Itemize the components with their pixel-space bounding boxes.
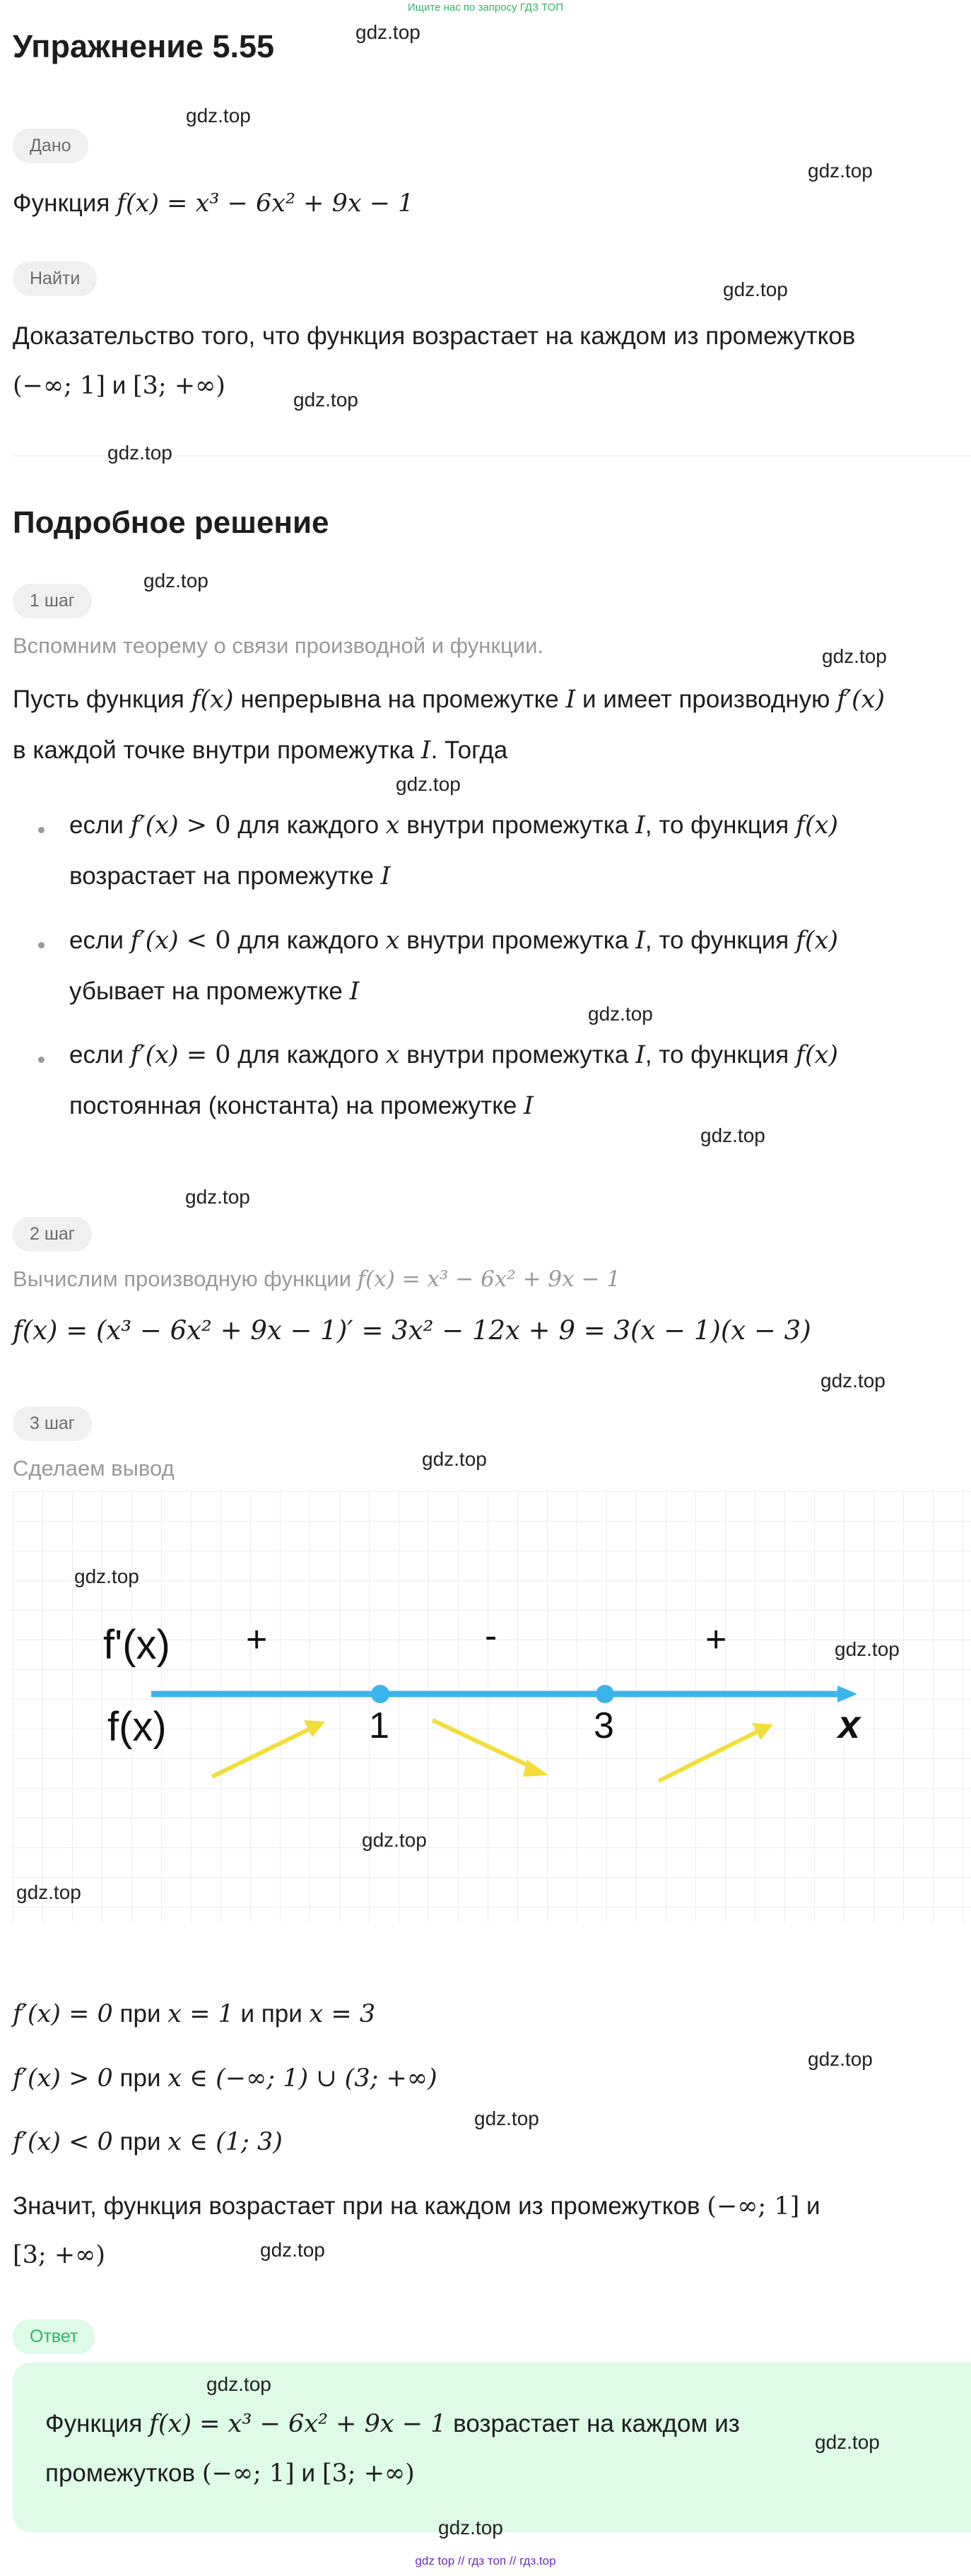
bullet1-line2 <box>69 864 391 889</box>
conclusion-final-line2: [3; +∞) <box>13 2241 105 2269</box>
arrowhead-decreasing <box>523 1760 548 1777</box>
watermark: gdz.top <box>820 1370 885 1392</box>
b3-I2: I <box>524 1092 534 1120</box>
b2-rel: < 0 <box>178 927 231 955</box>
s1-p1c: и имеет производную <box>575 686 837 713</box>
concl-a: Значит, функция возрастает при на каждом из промежутков <box>13 2192 707 2220</box>
ans-formula: f(x) = x³ − 6x² + 9x − 1 <box>149 2410 447 2438</box>
b3-l2: постоянная (константа) на промежутке <box>69 1092 524 1119</box>
b3-c: внутри промежутка <box>399 1041 636 1069</box>
conclusion-final-line1 <box>13 2194 820 2219</box>
ans-c: промежутков <box>45 2459 202 2487</box>
point-3 <box>596 1685 614 1703</box>
sign-plus-left: + <box>246 1619 268 1660</box>
concl-and: и <box>799 2192 820 2220</box>
s1-fpx: f′(x) <box>837 686 885 714</box>
ans-and: и <box>294 2459 322 2487</box>
bullet-dot <box>38 1057 45 1063</box>
b3-fpx: f′(x) <box>130 1041 179 1069</box>
s2-intro-formula: f(x) = x³ − 6x² + 9x − 1 <box>357 1266 621 1292</box>
arrow-increasing-right <box>659 1730 760 1781</box>
given-prefix: Функция <box>13 189 117 217</box>
watermark: gdz.top <box>438 2517 503 2539</box>
watermark: gdz.top <box>185 1186 250 1208</box>
bullet3-line1 <box>69 1042 838 1068</box>
solution-title: Подробное решение <box>13 505 329 540</box>
b2-fx: f(x) <box>795 927 838 955</box>
watermark: gdz.top <box>588 1003 653 1025</box>
step2-formula: f(x) = (x³ − 6x² + 9x − 1)′ = 3x² − 12x + 9 = 3(x − 1)(x − 3) <box>13 1315 811 1346</box>
b1-a: если <box>69 811 131 839</box>
watermark: gdz.top <box>822 645 887 667</box>
sign-chart <box>13 1491 971 1922</box>
watermark: gdz.top <box>474 2107 539 2129</box>
ans-b: возрастает на каждом из <box>446 2410 740 2437</box>
bullet-dot <box>38 827 45 833</box>
given-pill: Дано <box>13 129 88 163</box>
b1-l2: возрастает на промежутке <box>69 862 381 890</box>
step1-para-line2 <box>13 738 507 763</box>
watermark: gdz.top <box>260 2239 325 2261</box>
watermark: gdz.top <box>808 160 873 182</box>
sign-chart-svg <box>13 1491 971 1922</box>
s1-I2: I <box>420 736 431 765</box>
axis-arrowhead <box>837 1686 857 1702</box>
b2-I2: I <box>349 977 360 1006</box>
b1-b: для каждого <box>230 811 386 839</box>
s1-p1a: Пусть функция <box>13 686 192 713</box>
b2-l2: убывает на промежутке <box>69 977 350 1005</box>
b3-fx: f(x) <box>795 1041 838 1069</box>
answer-pill: Ответ <box>13 2319 95 2354</box>
c3-set: x ∈ (1; 3) <box>167 2128 283 2156</box>
step3-pill: 3 шаг <box>13 1406 92 1441</box>
concl-i1: (−∞; 1] <box>707 2192 800 2221</box>
f-label: f(x) <box>107 1704 167 1750</box>
axis-label-x: x <box>838 1702 861 1746</box>
b3-rel: = 0 <box>178 1041 231 1069</box>
c3-a: при <box>112 2128 168 2156</box>
c3-formula: f′(x) < 0 <box>13 2128 113 2156</box>
b2-a: если <box>69 927 131 954</box>
conclusion-2 <box>13 2066 437 2091</box>
watermark: gdz.top <box>815 2431 880 2453</box>
top-banner: Ищите нас по запросу ГДЗ ТОП <box>407 1 564 13</box>
c2-a: при <box>112 2064 168 2092</box>
s1-p1b: непрерывна на промежутке <box>233 686 566 713</box>
point-label-1: 1 <box>369 1705 389 1746</box>
step1-intro: Вспомним теорему о связи производной и функции. <box>13 633 543 658</box>
bullet3-line2 <box>69 1093 534 1119</box>
watermark: gdz.top <box>206 2373 271 2395</box>
b2-c: внутри промежутка <box>399 927 636 954</box>
page-title: Упражнение 5.55 <box>13 28 275 64</box>
b2-fpx: f′(x) <box>130 927 179 955</box>
b3-d: , то функция <box>645 1041 796 1069</box>
watermark: gdz.top <box>107 442 172 464</box>
b3-x: x <box>385 1041 400 1069</box>
b1-fpx: f′(x) <box>130 811 179 840</box>
b1-d: , то функция <box>645 811 796 839</box>
b1-rel: > 0 <box>178 811 231 840</box>
find-pill: Найти <box>13 261 97 296</box>
bullet-dot <box>38 942 45 948</box>
point-1 <box>371 1685 389 1703</box>
watermark: gdz.top <box>143 570 208 592</box>
watermark: gdz.top <box>293 389 358 411</box>
watermark: gdz.top <box>355 21 420 43</box>
point-label-3: 3 <box>594 1705 614 1746</box>
s2-intro-text: Вычислим производную функции <box>13 1266 358 1291</box>
b2-x: x <box>385 927 400 955</box>
b3-a: если <box>69 1041 131 1069</box>
b2-d: , то функция <box>645 927 796 954</box>
arrow-decreasing <box>432 1720 536 1769</box>
ans-a: Функция <box>45 2410 150 2437</box>
watermark: gdz.top <box>723 278 788 300</box>
c1-a: при <box>112 2000 168 2028</box>
sign-minus: - <box>485 1616 498 1657</box>
watermark: gdz.top <box>422 1448 487 1470</box>
bullet2-line1 <box>69 928 838 953</box>
find-interval1: (−∞; 1] <box>13 372 105 400</box>
b1-I2: I <box>380 862 391 890</box>
c1-x2: x = 3 <box>309 2000 376 2028</box>
watermark: gdz.top <box>74 1565 139 1587</box>
watermark: gdz.top <box>700 1124 765 1146</box>
watermark: gdz.top <box>362 1829 427 1851</box>
trend-arrows <box>212 1720 773 1781</box>
answer-line2 <box>45 2461 415 2486</box>
b1-c: внутри промежутка <box>399 811 636 839</box>
find-line1: Доказательство того, что функция возрастает на каждом из промежутков <box>13 322 856 350</box>
b1-x: x <box>385 811 400 840</box>
ans-i1: (−∞; 1] <box>201 2459 295 2488</box>
given-text <box>13 191 413 216</box>
find-and: и <box>105 372 133 399</box>
arrow-increasing-left <box>212 1727 313 1777</box>
b2-b: для каждого <box>230 927 386 954</box>
find-interval2: [3; +∞) <box>132 372 225 400</box>
s1-p2b: . Тогда <box>430 736 508 764</box>
s1-I: I <box>565 686 576 714</box>
watermark: gdz.top <box>16 1881 81 1903</box>
step2-pill: 2 шаг <box>13 1217 92 1252</box>
watermark: gdz.top <box>186 105 251 127</box>
find-line2 <box>13 373 225 399</box>
b2-I: I <box>635 927 645 955</box>
c1-x1: x = 1 <box>167 2000 234 2028</box>
step1-para-line1 <box>13 687 885 712</box>
sign-plus-right: + <box>705 1619 727 1660</box>
c1-formula: f′(x) = 0 <box>13 2000 113 2028</box>
c2-formula: f′(x) > 0 <box>13 2064 113 2093</box>
b3-I: I <box>635 1041 645 1069</box>
given-formula: f(x) = x³ − 6x² + 9x − 1 <box>117 189 414 218</box>
conclusion-3 <box>13 2129 283 2155</box>
step2-intro <box>13 1268 620 1290</box>
watermark: gdz.top <box>835 1638 900 1660</box>
b1-fx: f(x) <box>795 811 838 840</box>
step1-pill: 1 шаг <box>13 584 92 618</box>
s1-fx: f(x) <box>191 686 234 714</box>
step3-intro: Сделаем вывод <box>13 1456 175 1481</box>
bullet2-line2 <box>69 979 359 1004</box>
watermark: gdz.top <box>396 773 461 795</box>
ans-i2: [3; +∞) <box>322 2459 415 2488</box>
fprime-label: f'(x) <box>103 1622 170 1668</box>
watermark: gdz.top <box>808 2048 873 2070</box>
answer-line1 <box>45 2411 740 2437</box>
conclusion-1 <box>13 2001 375 2027</box>
b3-b: для каждого <box>230 1041 386 1069</box>
footer: gdz top // гдз топ // гдз.top <box>415 2554 556 2568</box>
s1-p2a: в каждой точке внутри промежутка <box>13 736 421 764</box>
c1-b: и при <box>233 2000 310 2028</box>
bullet1-line1 <box>69 813 838 838</box>
b1-I: I <box>635 811 645 840</box>
c2-set: x ∈ (−∞; 1) ∪ (3; +∞) <box>167 2064 437 2093</box>
